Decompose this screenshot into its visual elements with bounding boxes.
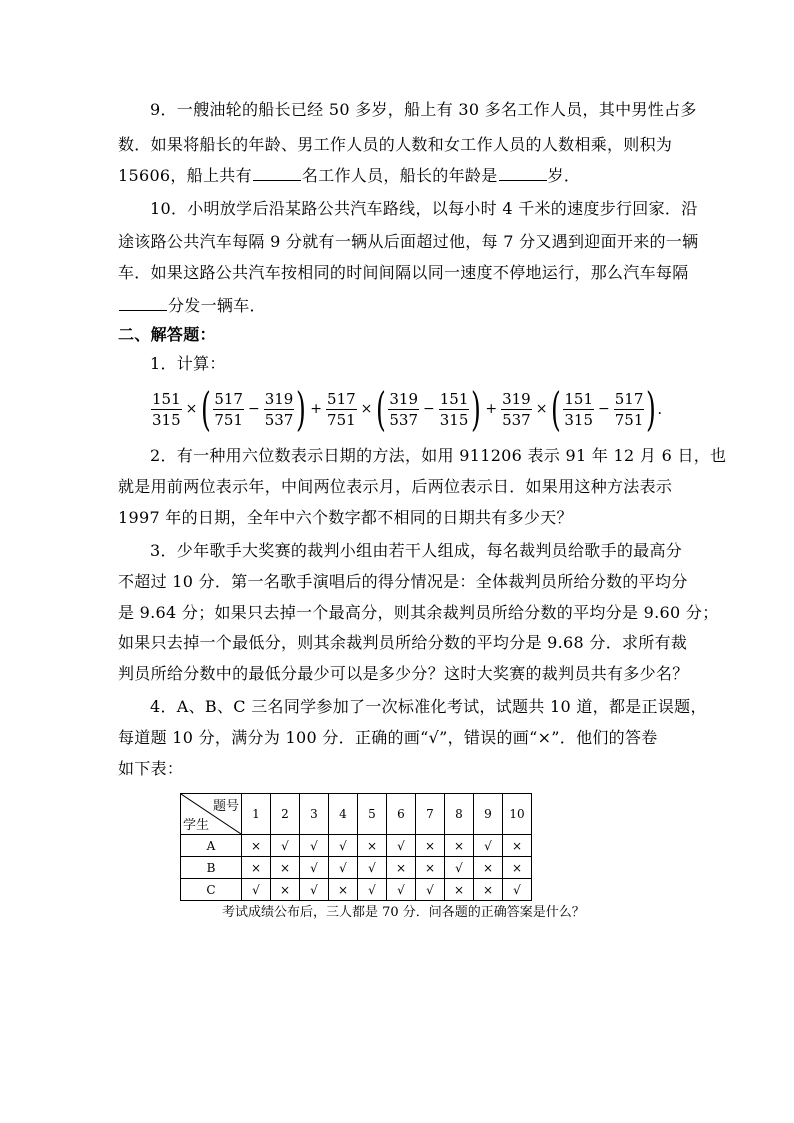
problem-3-line-2: 不超过 10 分．第一名歌手演唱后的得分情况是：全体裁判员所给分数的平均分 bbox=[118, 572, 688, 591]
right-paren: ) bbox=[471, 382, 482, 436]
column-header: 7 bbox=[416, 794, 445, 835]
numerator: 151 bbox=[439, 389, 469, 408]
table-cell: × bbox=[445, 835, 474, 857]
student-name: B bbox=[181, 857, 242, 879]
table-cell: × bbox=[358, 835, 387, 857]
table-cell: √ bbox=[300, 857, 329, 879]
answer-blank bbox=[119, 296, 167, 311]
minus-sign: − bbox=[423, 401, 435, 417]
fraction bbox=[151, 390, 182, 429]
table-cell: √ bbox=[242, 879, 271, 901]
numerator: 319 bbox=[502, 389, 531, 408]
fraction bbox=[264, 390, 295, 429]
table-cell: √ bbox=[416, 879, 445, 901]
table-header-row bbox=[181, 794, 532, 835]
q10-line-1: 10．小明放学后沿某路公共汽车路线，以每小时 4 千米的速度步行回家．沿 bbox=[150, 199, 698, 218]
table-row bbox=[181, 835, 532, 857]
q10-line-2: 途该路公共汽车每隔 9 分就有一辆从后面超过他，每 7 分又遇到迎面开来的一辆 bbox=[118, 232, 699, 251]
table-cell: × bbox=[271, 879, 300, 901]
fraction bbox=[501, 390, 532, 429]
table-cell: × bbox=[416, 835, 445, 857]
q10-line-4-text: 分发一辆车． bbox=[168, 296, 266, 315]
problem-1-label: 1．计算： bbox=[150, 354, 226, 373]
problem-4-line-3: 如下表： bbox=[118, 759, 184, 778]
table-caption: 考试成绩公布后，三人都是 70 分．问各题的正确答案是什么？ bbox=[222, 905, 585, 920]
denominator: 751 bbox=[327, 410, 356, 429]
table-cell: √ bbox=[474, 835, 503, 857]
q9-line-2: 数．如果将船长的年龄、男工作人员的人数和女工作人员的人数相乘，则积为 bbox=[118, 135, 673, 154]
q9-line-3-part-a: 15606，船上共有 bbox=[118, 166, 252, 185]
right-paren: ) bbox=[646, 382, 657, 436]
table-cell: √ bbox=[503, 879, 532, 901]
table-cell: × bbox=[242, 857, 271, 879]
problem-2-line-1: 2．有一种用六位数表示日期的方法，如用 911206 表示 91 年 12 月 6 日，也 bbox=[150, 446, 727, 465]
problem-3-line-1: 3．少年歌手大奖赛的裁判小组由若干人组成，每名裁判员给歌手的最高分 bbox=[150, 541, 683, 560]
answer-blank bbox=[499, 166, 547, 181]
fraction bbox=[326, 390, 357, 429]
numerator: 151 bbox=[152, 389, 181, 408]
minus-sign: − bbox=[598, 401, 610, 417]
q9-line-3-part-b: 名工作人员，船长的年龄是 bbox=[301, 166, 498, 185]
left-paren: ( bbox=[551, 382, 562, 436]
denominator: 537 bbox=[502, 410, 531, 429]
denominator: 537 bbox=[264, 410, 294, 429]
section-title: 二、解答题： bbox=[118, 325, 216, 344]
table-cell: √ bbox=[358, 879, 387, 901]
numerator: 151 bbox=[564, 389, 594, 408]
column-header: 3 bbox=[300, 794, 329, 835]
problem-3-line-5: 判员所给分数中的最低分最少可以是多少分？这时大奖赛的裁判员共有多少名？ bbox=[118, 664, 689, 683]
right-paren: ) bbox=[296, 382, 307, 436]
column-header: 4 bbox=[329, 794, 358, 835]
column-header: 1 bbox=[242, 794, 271, 835]
plus-sign: + bbox=[485, 401, 498, 417]
formula-end-period: . bbox=[657, 400, 663, 418]
column-header: 2 bbox=[271, 794, 300, 835]
problem-1-formula bbox=[150, 382, 663, 436]
numerator: 517 bbox=[214, 389, 243, 408]
fraction bbox=[213, 390, 244, 429]
table-row bbox=[181, 857, 532, 879]
denominator: 315 bbox=[152, 410, 181, 429]
table-cell: × bbox=[416, 857, 445, 879]
problem-2-line-3: 1997 年的日期，全年中六个数字都不相同的日期共有多少天？ bbox=[118, 508, 573, 527]
column-header: 9 bbox=[474, 794, 503, 835]
numerator: 319 bbox=[389, 389, 418, 408]
denominator: 537 bbox=[389, 410, 418, 429]
q9-line-3 bbox=[118, 166, 688, 186]
answer-blank bbox=[253, 166, 301, 181]
student-name: A bbox=[181, 835, 242, 857]
minus-sign: − bbox=[247, 401, 260, 417]
table-cell: √ bbox=[445, 857, 474, 879]
table-cell: × bbox=[474, 857, 503, 879]
table-cell: √ bbox=[387, 879, 416, 901]
table-cell: √ bbox=[329, 857, 358, 879]
q10-line-4 bbox=[118, 296, 688, 316]
denominator: 315 bbox=[439, 410, 469, 429]
table-cell: × bbox=[474, 879, 503, 901]
denominator: 751 bbox=[214, 410, 243, 429]
table-cell: √ bbox=[387, 835, 416, 857]
table-cell: × bbox=[387, 857, 416, 879]
numerator: 517 bbox=[327, 389, 356, 408]
problem-4-line-2: 每道题 10 分，满分为 100 分．正确的画“√”，错误的画“×”．他们的答卷 bbox=[118, 728, 658, 747]
table-cell: √ bbox=[300, 879, 329, 901]
header-student: 学生 bbox=[183, 818, 210, 833]
q9-line-3-part-c: 岁． bbox=[547, 166, 581, 185]
times-sign: × bbox=[185, 401, 198, 417]
table-cell: × bbox=[445, 879, 474, 901]
denominator: 315 bbox=[564, 410, 594, 429]
table-cell: × bbox=[503, 835, 532, 857]
denominator: 751 bbox=[614, 410, 644, 429]
q9-line-1: 9．一艘油轮的船长已经 50 多岁，船上有 30 多名工作人员，其中男性占多 bbox=[150, 100, 697, 119]
table-row bbox=[181, 879, 532, 901]
fraction bbox=[388, 390, 419, 429]
fraction bbox=[563, 390, 594, 429]
left-paren: ( bbox=[201, 382, 212, 436]
problem-3-line-4: 如果只去掉一个最低分，则其余裁判员所给分数的平均分是 9.68 分．求所有裁 bbox=[118, 633, 688, 652]
answer-table bbox=[180, 793, 532, 901]
times-sign: × bbox=[535, 401, 548, 417]
fraction bbox=[614, 390, 645, 429]
column-header: 10 bbox=[503, 794, 532, 835]
table-cell: × bbox=[503, 857, 532, 879]
times-sign: × bbox=[360, 401, 373, 417]
table-cell: × bbox=[271, 857, 300, 879]
numerator: 319 bbox=[264, 389, 294, 408]
problem-3-line-3: 是 9.64 分；如果只去掉一个最高分，则其余裁判员所给分数的平均分是 9.60 分； bbox=[118, 603, 719, 622]
column-header: 5 bbox=[358, 794, 387, 835]
table-cell: × bbox=[329, 879, 358, 901]
fraction bbox=[439, 390, 470, 429]
q10-line-3: 车．如果这路公共汽车按相同的时间间隔以同一速度不停地运行，那么汽车每隔 bbox=[118, 263, 689, 282]
table-cell: √ bbox=[300, 835, 329, 857]
numerator: 517 bbox=[614, 389, 644, 408]
table-cell: √ bbox=[358, 857, 387, 879]
student-name: C bbox=[181, 879, 242, 901]
column-header: 6 bbox=[387, 794, 416, 835]
header-question-number: 题号 bbox=[212, 799, 239, 814]
table-corner-header bbox=[181, 794, 242, 835]
problem-2-line-2: 就是用前两位表示年，中间两位表示月，后两位表示日．如果用这种方法表示 bbox=[118, 477, 673, 496]
table-cell: √ bbox=[271, 835, 300, 857]
problem-4-line-1: 4．A、B、C 三名同学参加了一次标准化考试，试题共 10 道，都是正误题， bbox=[150, 697, 707, 716]
plus-sign: + bbox=[310, 401, 323, 417]
table-cell: × bbox=[242, 835, 271, 857]
column-header: 8 bbox=[445, 794, 474, 835]
table-cell: √ bbox=[329, 835, 358, 857]
left-paren: ( bbox=[376, 382, 387, 436]
